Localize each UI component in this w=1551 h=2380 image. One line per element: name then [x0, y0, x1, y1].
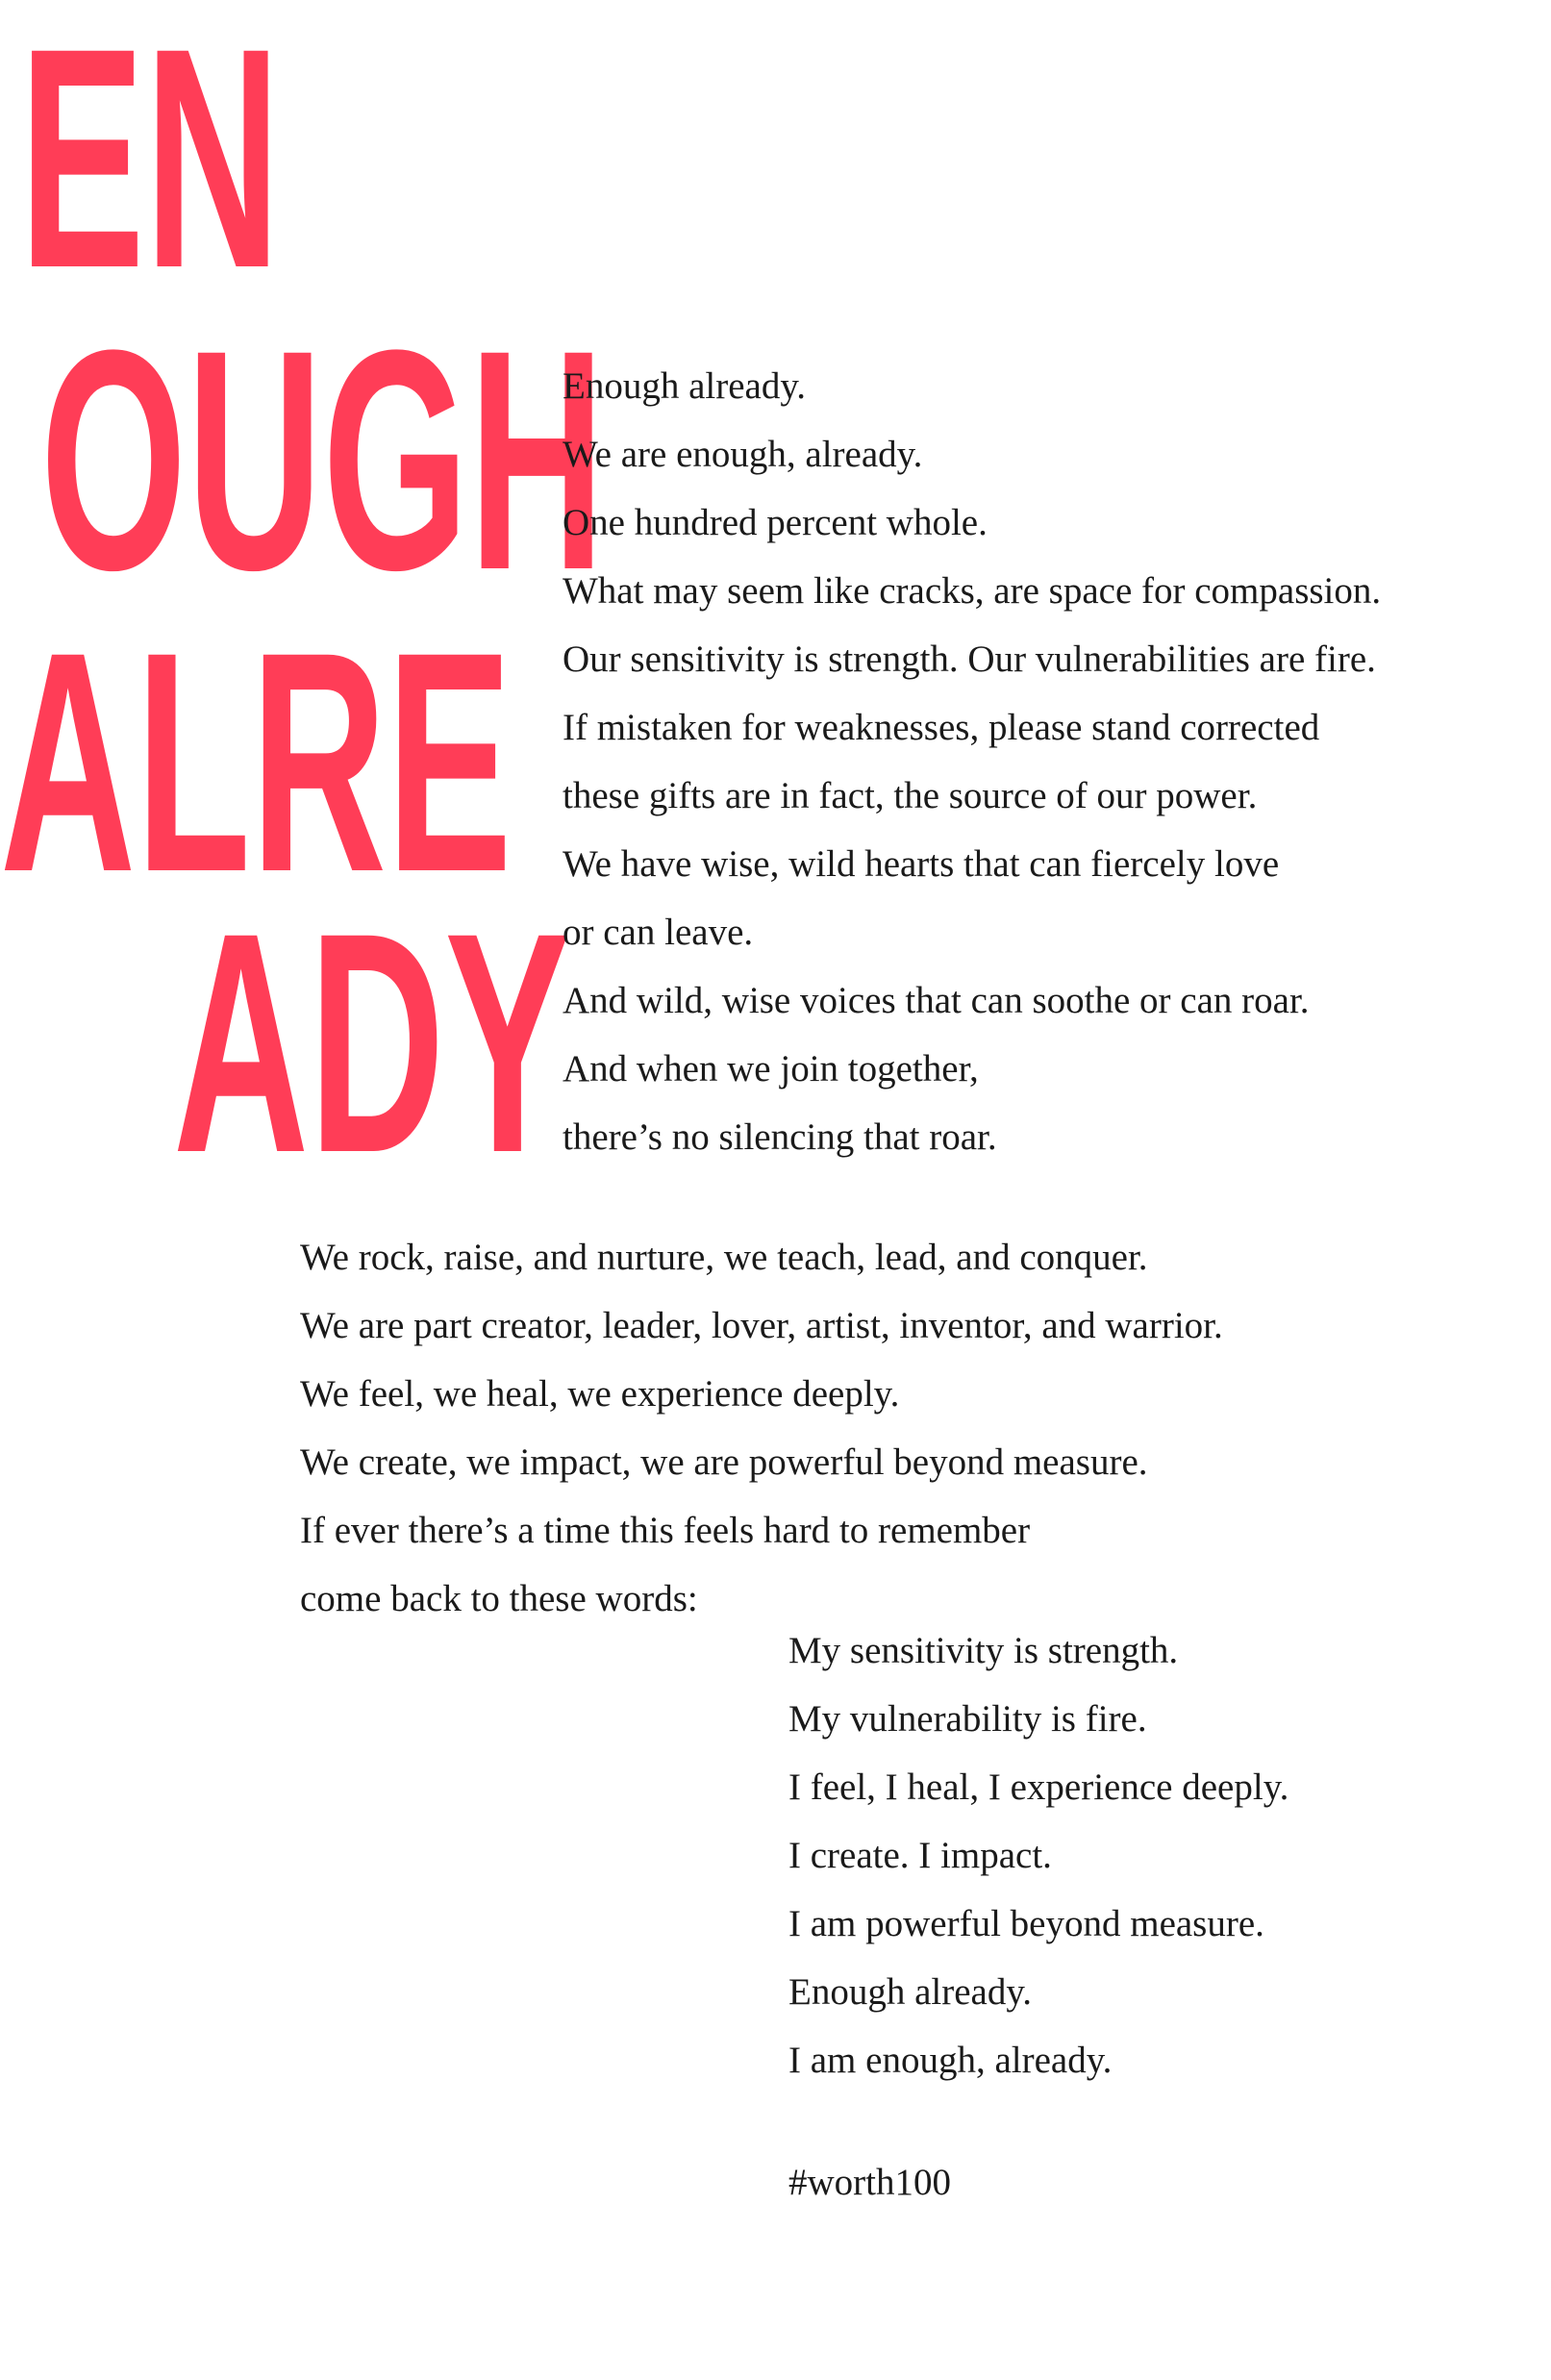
affirmation-line: I am enough, already. [788, 2040, 1113, 2081]
stanza-one-line: We are enough, already. [563, 434, 923, 475]
hashtag: #worth100 [788, 2162, 951, 2203]
stanza-one-line: these gifts are in fact, the source of our power. [563, 775, 1258, 816]
headline-line-en: EN [19, 0, 281, 334]
headline-line-alre: ALRE [0, 588, 513, 938]
stanza-two-line: We feel, we heal, we experience deeply. [300, 1373, 900, 1415]
stanza-one-line: Enough already. [563, 365, 807, 407]
stanza-two-line: We create, we impact, we are powerful beyond measure. [300, 1441, 1148, 1483]
stanza-two-line: If ever there’s a time this feels hard to remember [300, 1510, 1031, 1551]
stanza-two-line: We rock, raise, and nurture, we teach, lead, and conquer. [300, 1237, 1148, 1278]
stanza-one-line: What may seem like cracks, are space for compassion. [563, 570, 1382, 612]
affirmation-line: I create. I impact. [788, 1835, 1052, 1876]
stanza-one-line: there’s no silencing that roar. [563, 1116, 997, 1158]
stanza-one-line: We have wise, wild hearts that can fiercely love [563, 843, 1280, 885]
affirmation-line: Enough already. [788, 1971, 1033, 2013]
affirmations [788, 1616, 1288, 2094]
headline-line-ady: ADY [173, 868, 570, 1218]
stanza-two-line: We are part creator, leader, lover, artist, inventor, and warrior. [300, 1305, 1223, 1346]
stanza-one [563, 352, 1381, 1171]
affirmation-line: I feel, I heal, I experience deeply. [788, 1766, 1289, 1808]
stanza-one-line: or can leave. [563, 912, 754, 953]
stanza-one-line: And when we join together, [563, 1048, 979, 1090]
stanza-two [300, 1223, 1223, 1633]
headline-line-ough: OUGH [40, 286, 605, 636]
affirmation-line: My vulnerability is fire. [788, 1698, 1147, 1740]
stanza-two-line: come back to these words: [300, 1578, 698, 1619]
stanza-one-line: One hundred percent whole. [563, 502, 988, 543]
stanza-one-line: Our sensitivity is strength. Our vulnerabilities are fire. [563, 639, 1376, 680]
affirmation-line: My sensitivity is strength. [788, 1630, 1179, 1671]
affirmation-line: I am powerful beyond measure. [788, 1903, 1264, 1944]
stanza-one-line: And wild, wise voices that can soothe or can roar. [563, 980, 1310, 1021]
stanza-one-line: If mistaken for weaknesses, please stand corrected [563, 707, 1320, 748]
